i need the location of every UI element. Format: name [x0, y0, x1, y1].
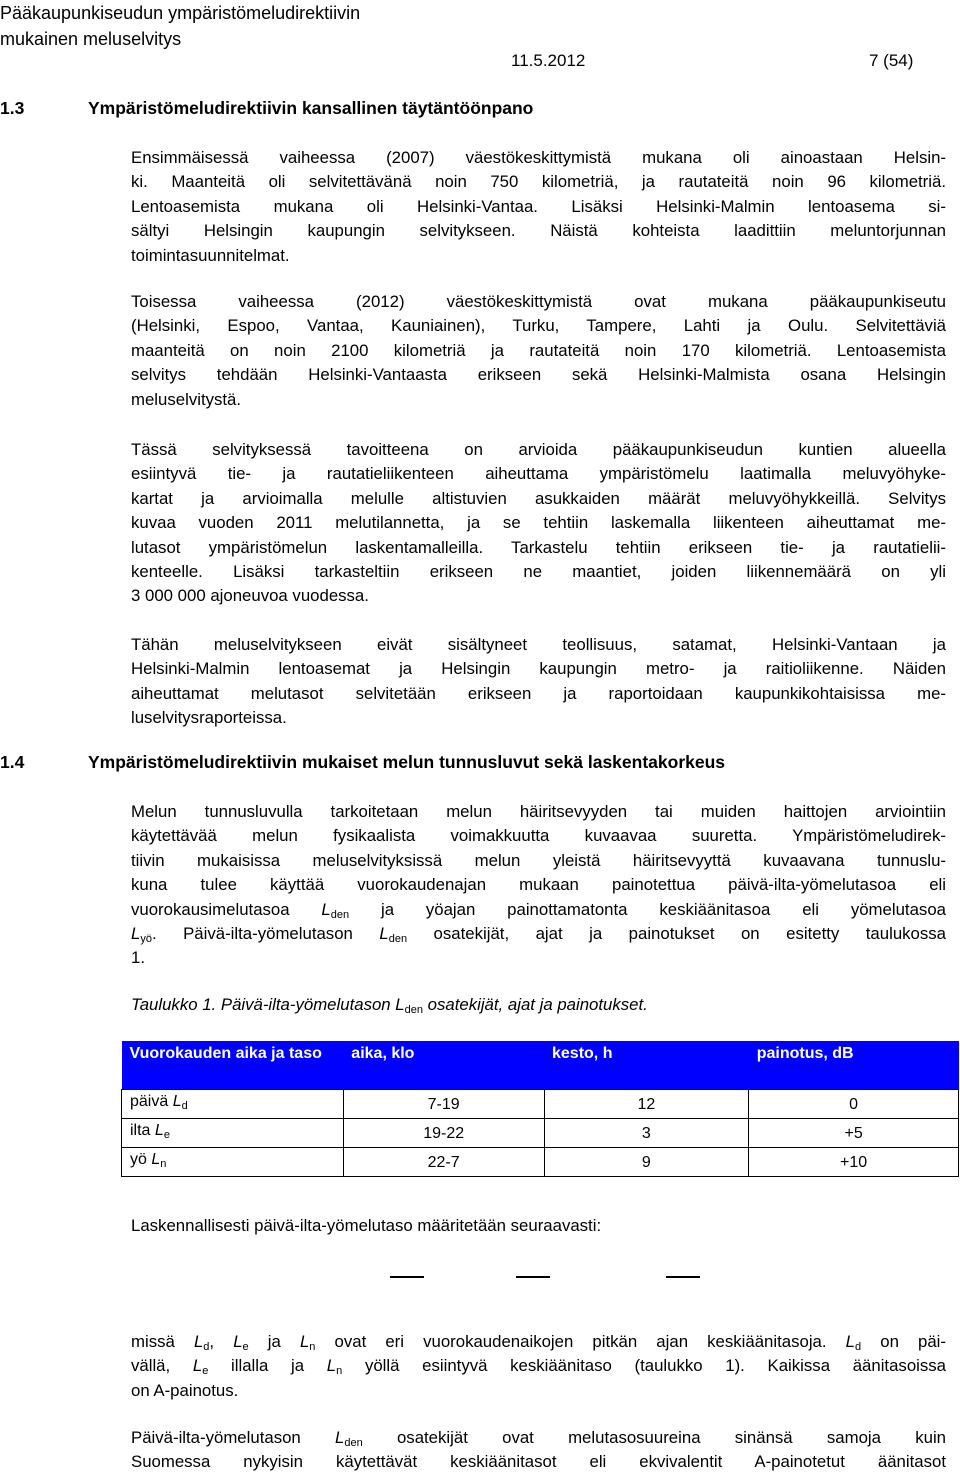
text-line: kuvaa vuoden 2011 melutilannetta, ja se tehtiin laskemalla liikenteen aiheuttamat me- — [131, 513, 946, 533]
table-cell: 0 — [749, 1090, 959, 1119]
section-title: Ympäristömeludirektiivin mukaiset melun tunnusluvut sekä laskentakorkeus — [88, 752, 726, 772]
text-line: luselvitysraporteissa. — [131, 708, 287, 728]
table-row — [122, 1090, 959, 1119]
text-line: Melun tunnusluvulla tarkoitetaan melun häiritsevyyden tai muiden haittojen arviointiin — [131, 802, 946, 821]
table-cell: 12 — [544, 1090, 749, 1119]
header-page-number: 7 (54) — [869, 51, 914, 70]
header-title-line-1: Pääkaupunkiseudun ympäristömeludirektiivin — [0, 3, 361, 23]
text-line: Päivä-ilta-yömelutason $L_{den}$ osatekijät ovat melutasosuureina sinänsä samoja kuin — [131, 1428, 947, 1449]
paragraph-1-3-b — [131, 290, 946, 412]
paragraph-1-3-c — [131, 438, 946, 609]
symbol-L-yo: $L_{yö}$ — [131, 923, 152, 945]
text-line: Ensimmäisessä vaiheessa (2007) väestökeskittymistä mukana oli ainoastaan Helsin- — [131, 148, 946, 167]
text-line: missä $L_d$, $L_e$ ja $L_n$ ovat eri vuorokaudenaikojen pitkän ajan keskiäänitasoja. $L_d$ on päi- — [131, 1332, 946, 1353]
table-cell: 3 — [544, 1119, 749, 1148]
text-line: Helsinki-Malmin lentoasemat ja Helsingin kaupungin metro- ja raitioliikenne. Näiden — [131, 659, 946, 679]
text-line: aiheuttamat melutasot selvitetään erikseen ja raportoidaan kaupunkikohtaisissa me- — [131, 683, 946, 703]
symbol-L-den: $L_{den}$ — [395, 995, 423, 1016]
text-line: lutasot ympäristömelun laskentamalleilla. Tarkastelu tehtiin erikseen tie- ja rautatielii- — [131, 537, 946, 557]
text-line: Toisessa vaiheessa (2012) väestökeskittymistä ovat mukana pääkaupunkiseutu — [131, 292, 946, 311]
table-header-cell: Vuorokauden aika ja taso — [122, 1041, 344, 1090]
paragraph-1-3-a — [131, 146, 946, 268]
text-line: käytettävää melun fysikaalista voimakkuutta kuvaavaa suuretta. Ympäristömeludirek- — [131, 826, 946, 846]
text-line: (Helsinki, Espoo, Vantaa, Kauniainen), Turku, Tampere, Lahti ja Oulu. Selvitettäviä — [131, 316, 946, 336]
text-line: kenteelle. Lisäksi tarkasteltiin erikseen ne maantiet, joiden liikennemäärä on yli — [131, 561, 946, 581]
paragraph-1-4-d — [131, 1426, 946, 1475]
paragraph-1-4-b — [131, 1214, 946, 1238]
header-date: 11.5.2012 — [511, 51, 586, 70]
table-caption: Taulukko 1. Päivä-ilta-yömelutason $L_{den}$ osatekijät, ajat ja painotukset. — [131, 995, 648, 1016]
text-line: on A-painotus. — [131, 1380, 239, 1400]
text-line: ki. Maanteitä oli selvitettävänä noin 750 kilometriä, ja rautateitä noin 96 kilometriä. — [131, 172, 946, 192]
text-line: kuna tulee käyttää vuorokaudenajan mukaan painotettua päivä-ilta-yömelutasoa eli — [131, 875, 946, 895]
text-line: 1. — [131, 948, 145, 968]
table-header-row — [122, 1041, 959, 1090]
text-line: maanteitä on noin 2100 kilometriä ja rautateitä noin 170 kilometriä. Lentoasemista — [131, 340, 946, 360]
text-line: $L_{yö}$. Päivä-ilta-yömelutason $L_{den}$ osatekijät, ajat ja painotukset on esitetty taulukossa — [131, 923, 946, 945]
text-line: vällä, $L_e$ illalla ja $L_n$ yöllä esiintyvä keskiäänitaso (taulukko 1). Kaikissa äänitasoissa — [131, 1356, 946, 1378]
section-number: 1.3 — [0, 98, 25, 118]
table-cell: 9 — [544, 1148, 749, 1177]
table-cell: ilta $L_e$ — [122, 1119, 344, 1148]
table-cell: 19-22 — [343, 1119, 544, 1148]
symbol-L-den: $L_{den}$ — [379, 923, 408, 945]
section-1-3-heading — [0, 98, 960, 122]
section-1-4-heading — [0, 752, 960, 776]
table-cell: 7-19 — [343, 1090, 544, 1119]
table-row — [122, 1148, 959, 1177]
text-line: toimintasuunnitelmat. — [131, 245, 290, 265]
text-line: Tässä selvityksessä tavoitteena on arvioida pääkaupunkiseudun kuntien alueella — [131, 440, 946, 459]
paragraph-1-3-d — [131, 633, 946, 731]
formula-bar — [666, 1276, 700, 1278]
table-cell: yö $L_n$ — [122, 1148, 344, 1177]
text-line: sältyi Helsingin kaupungin selvitykseen. Näistä kohteista laadittiin meluntorjunnan — [131, 221, 946, 241]
text-line: Laskennallisesti päivä-ilta-yömelutaso määritetään seuraavasti: — [131, 1216, 602, 1235]
text-line: Suomessa nykyisin käytettävät keskiäänitasot eli ekvivalentit A-painotetut äänitasot — [131, 1452, 946, 1472]
table-cell: +5 — [749, 1119, 959, 1148]
header-title-line-2: mukainen meluselvitys — [0, 29, 182, 49]
formula-bar — [516, 1276, 550, 1278]
text-line: tiivin mukaisissa meluselvityksissä melun yleistä häiritsevyyttä kuvaavana tunnuslu- — [131, 850, 946, 870]
document-header-title — [0, 0, 360, 52]
table-cell: päivä $L_d$ — [122, 1090, 344, 1119]
text-line: kartat ja arvioimalla melulle altistuvien asukkaiden määrät meluvyöhykkeillä. Selvitys — [131, 488, 946, 508]
text-line: vuorokausimelutasoa $L_{den}$ ja yöajan painottamatonta keskiäänitasoa eli yömelutasoa — [131, 899, 946, 921]
text-line: Lentoasemista mukana oli Helsinki-Vantaa. Lisäksi Helsinki-Malmin lentoasema si- — [131, 196, 946, 216]
table-cell: +10 — [749, 1148, 959, 1177]
table-header-cell: kesto, h — [544, 1041, 749, 1090]
text-line: esiintyvä tie- ja rautatieliikenteen aiheuttama ympäristömelu laatimalla meluvyöhyke- — [131, 464, 946, 484]
text-line: meluselvitystä. — [131, 389, 242, 409]
table-header-cell: painotus, dB — [749, 1041, 959, 1090]
noise-components-table — [121, 1041, 959, 1177]
section-number: 1.4 — [0, 752, 25, 772]
symbol-L-den: $L_{den}$ — [321, 899, 350, 921]
text-line: selvitys tehdään Helsinki-Vantaasta erikseen sekä Helsinki-Malmista osana Helsingin — [131, 365, 946, 385]
text-line: 3 000 000 ajoneuvoa vuodessa. — [131, 586, 369, 606]
table-row — [122, 1119, 959, 1148]
formula-bar — [390, 1276, 424, 1278]
section-title: Ympäristömeludirektiivin kansallinen täytäntöönpano — [88, 98, 534, 118]
paragraph-1-4-c — [131, 1330, 946, 1403]
table-header-cell: aika, klo — [343, 1041, 544, 1090]
text-line: Tähän meluselvitykseen eivät sisältyneet teollisuus, satamat, Helsinki-Vantaan ja — [131, 635, 946, 654]
table-cell: 22-7 — [343, 1148, 544, 1177]
paragraph-1-4-a — [131, 800, 946, 971]
